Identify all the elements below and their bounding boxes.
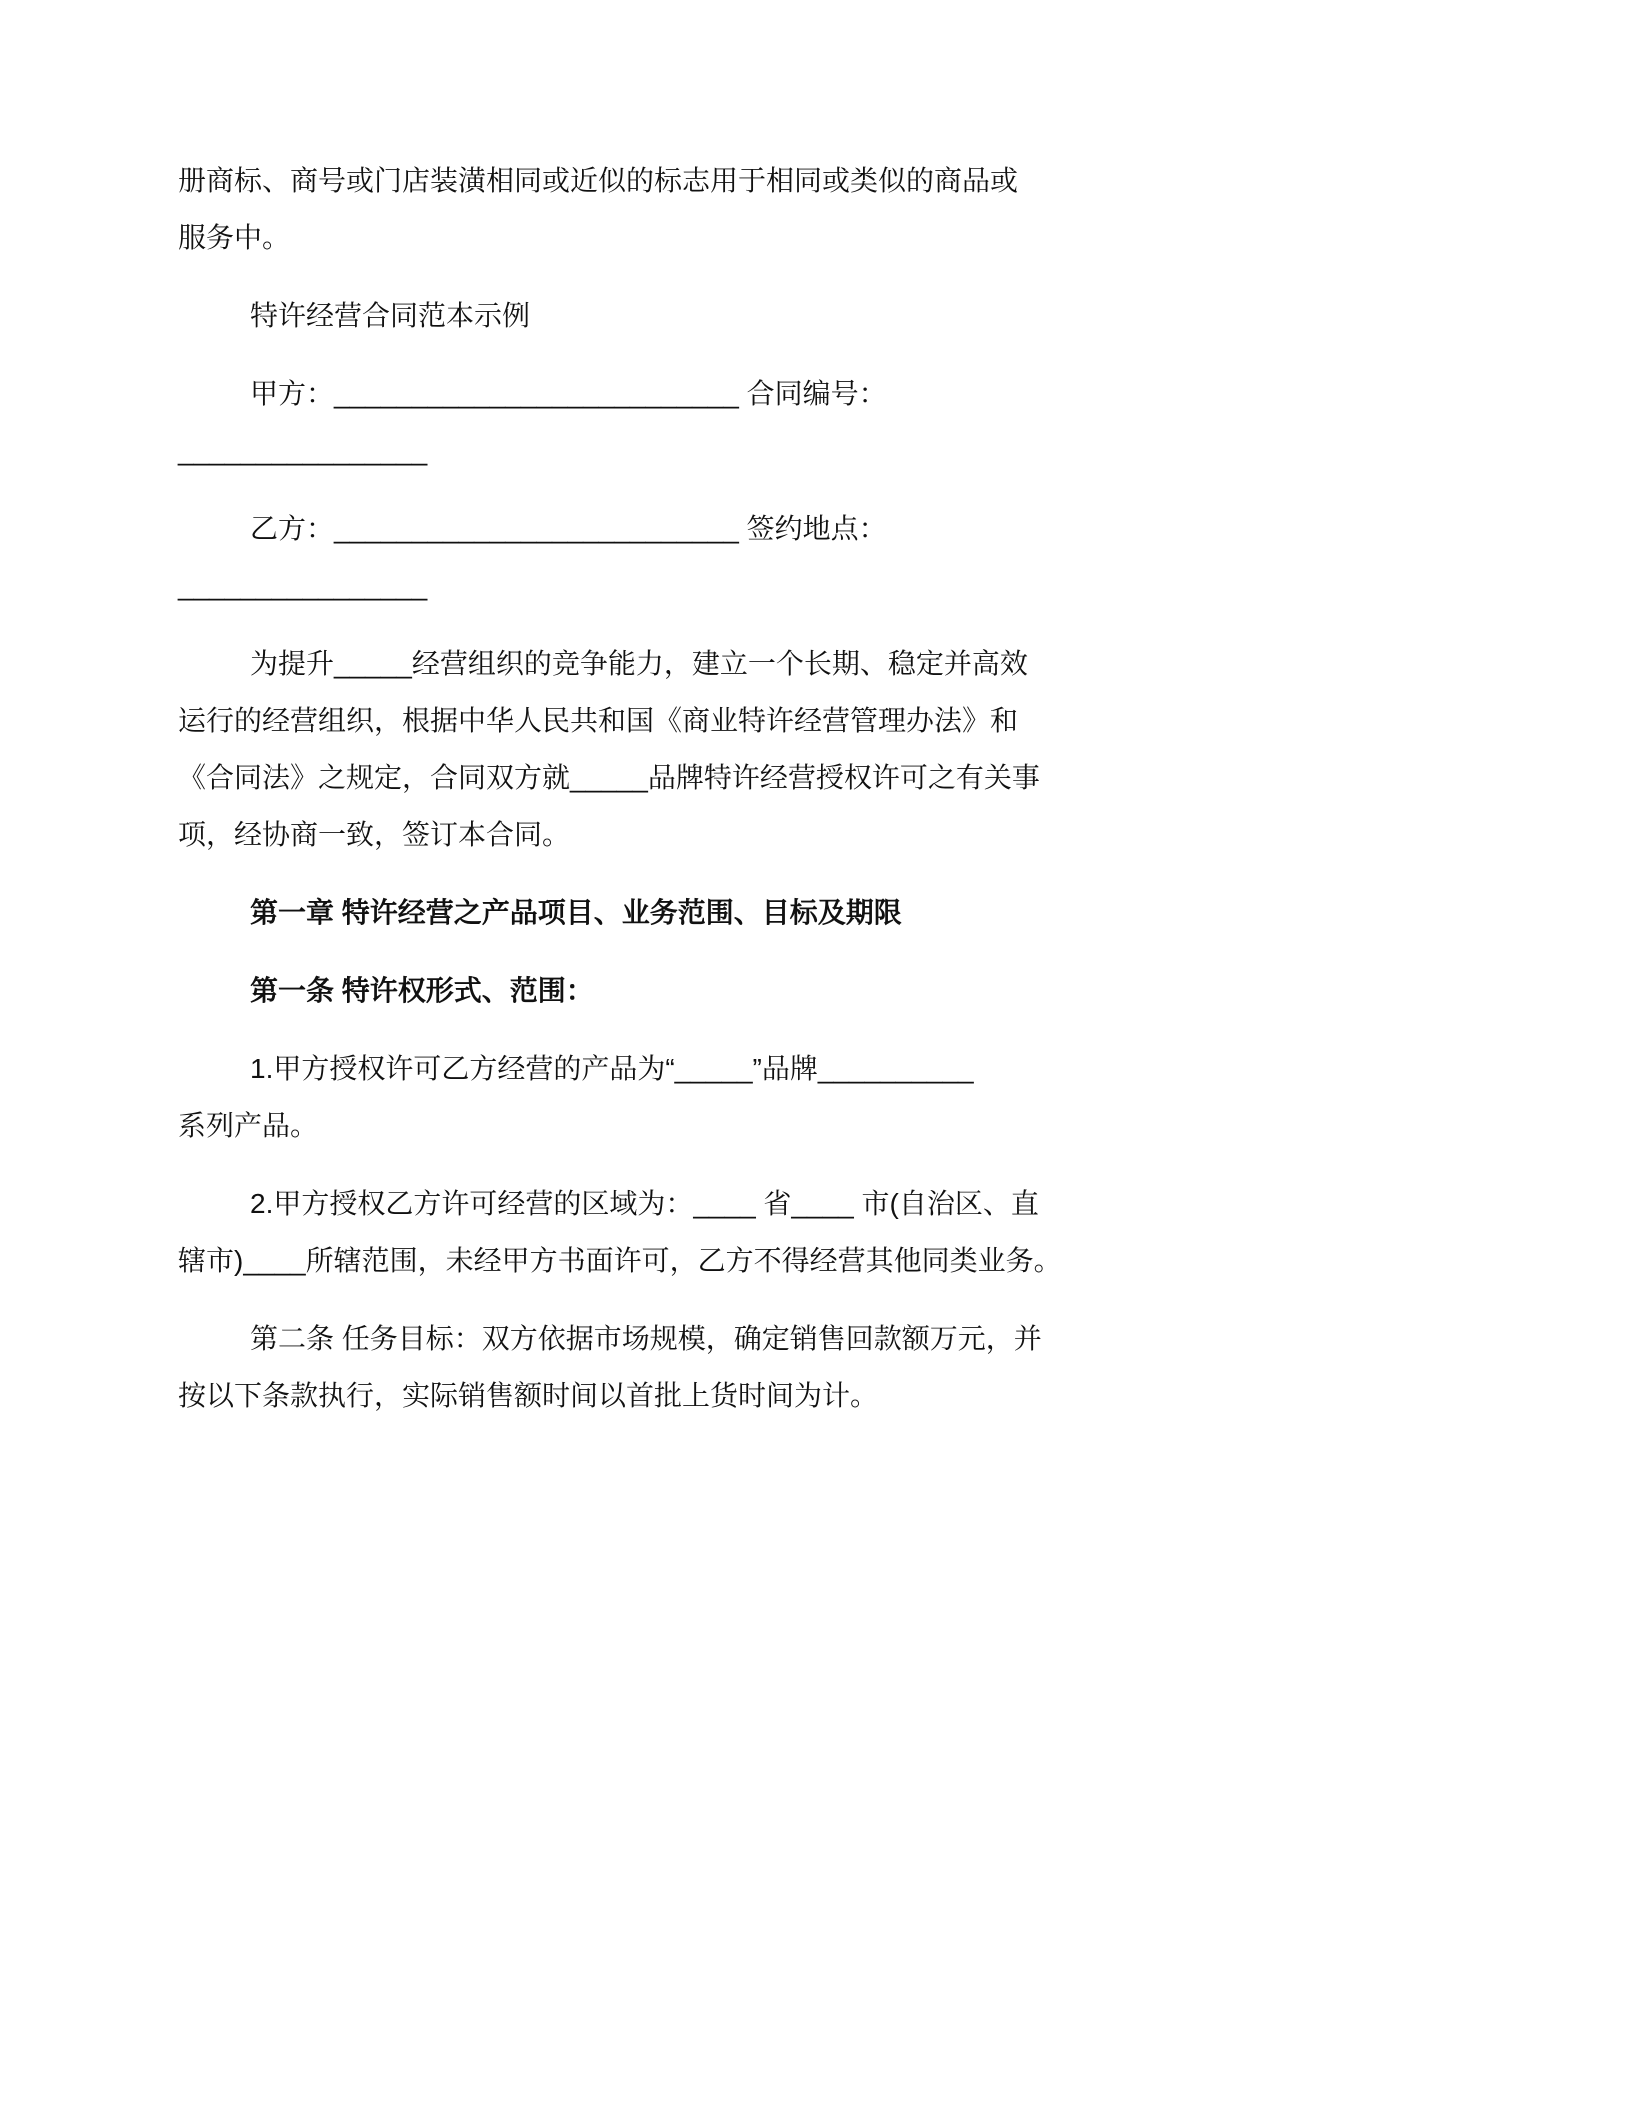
text-line: 系列产品。: [178, 1110, 319, 1141]
paragraph-article-2: [178, 1310, 1498, 1424]
text-line: 项，经协商一致，签订本合同。: [178, 819, 571, 850]
blank-underline: ________________: [178, 570, 428, 601]
text-line: 按以下条款执行，实际销售额时间以首批上货时间为计。: [178, 1380, 879, 1411]
paragraph-preamble: [178, 635, 1498, 863]
text-line: 为提升_____经营组织的竞争能力，建立一个长期、稳定并高效: [250, 648, 1028, 679]
text-line: 1.甲方授权许可乙方经营的产品为“_____”品牌__________: [250, 1053, 974, 1084]
article-heading-line: 第二条 任务目标：双方依据市场规模，确定销售回款额万元，并: [250, 1323, 1042, 1354]
text-line: 册商标、商号或门店装潢相同或近似的标志用于相同或类似的商品或: [178, 165, 1019, 196]
party-b-line: 乙方：__________________________ 签约地点：: [250, 513, 887, 544]
paragraph-overflow: [178, 152, 1498, 266]
blank-underline: ________________: [178, 435, 428, 466]
article-heading-line: 第一条 特许权形式、范围：: [250, 975, 594, 1006]
paragraph-article-1-clause-1: [178, 1040, 1498, 1154]
text-line: 《合同法》之规定，合同双方就_____品牌特许经营授权许可之有关事: [178, 762, 1040, 793]
text-line: 2.甲方授权乙方许可经营的区域为：____ 省____ 市(自治区、直: [250, 1188, 1039, 1219]
text-line: 服务中。: [178, 222, 291, 253]
paragraph-document-title: [178, 287, 1498, 344]
document-content: [178, 152, 1498, 1445]
chapter-heading-line: 第一章 特许经营之产品项目、业务范围、目标及期限: [250, 897, 902, 928]
document-title-line: 特许经营合同范本示例: [250, 300, 531, 331]
paragraph-article-1-clause-2: [178, 1175, 1498, 1289]
paragraph-party-b: [178, 500, 1498, 614]
text-line: 辖市)____所辖范围，未经甲方书面许可，乙方不得经营其他同类业务。: [178, 1245, 1062, 1276]
paragraph-article-1-heading: [178, 962, 1498, 1019]
paragraph-party-a: [178, 365, 1498, 479]
paragraph-chapter-1-heading: [178, 884, 1498, 941]
text-line: 运行的经营组织，根据中华人民共和国《商业特许经营管理办法》和: [178, 705, 1019, 736]
party-a-line: 甲方：__________________________ 合同编号：: [250, 378, 887, 409]
